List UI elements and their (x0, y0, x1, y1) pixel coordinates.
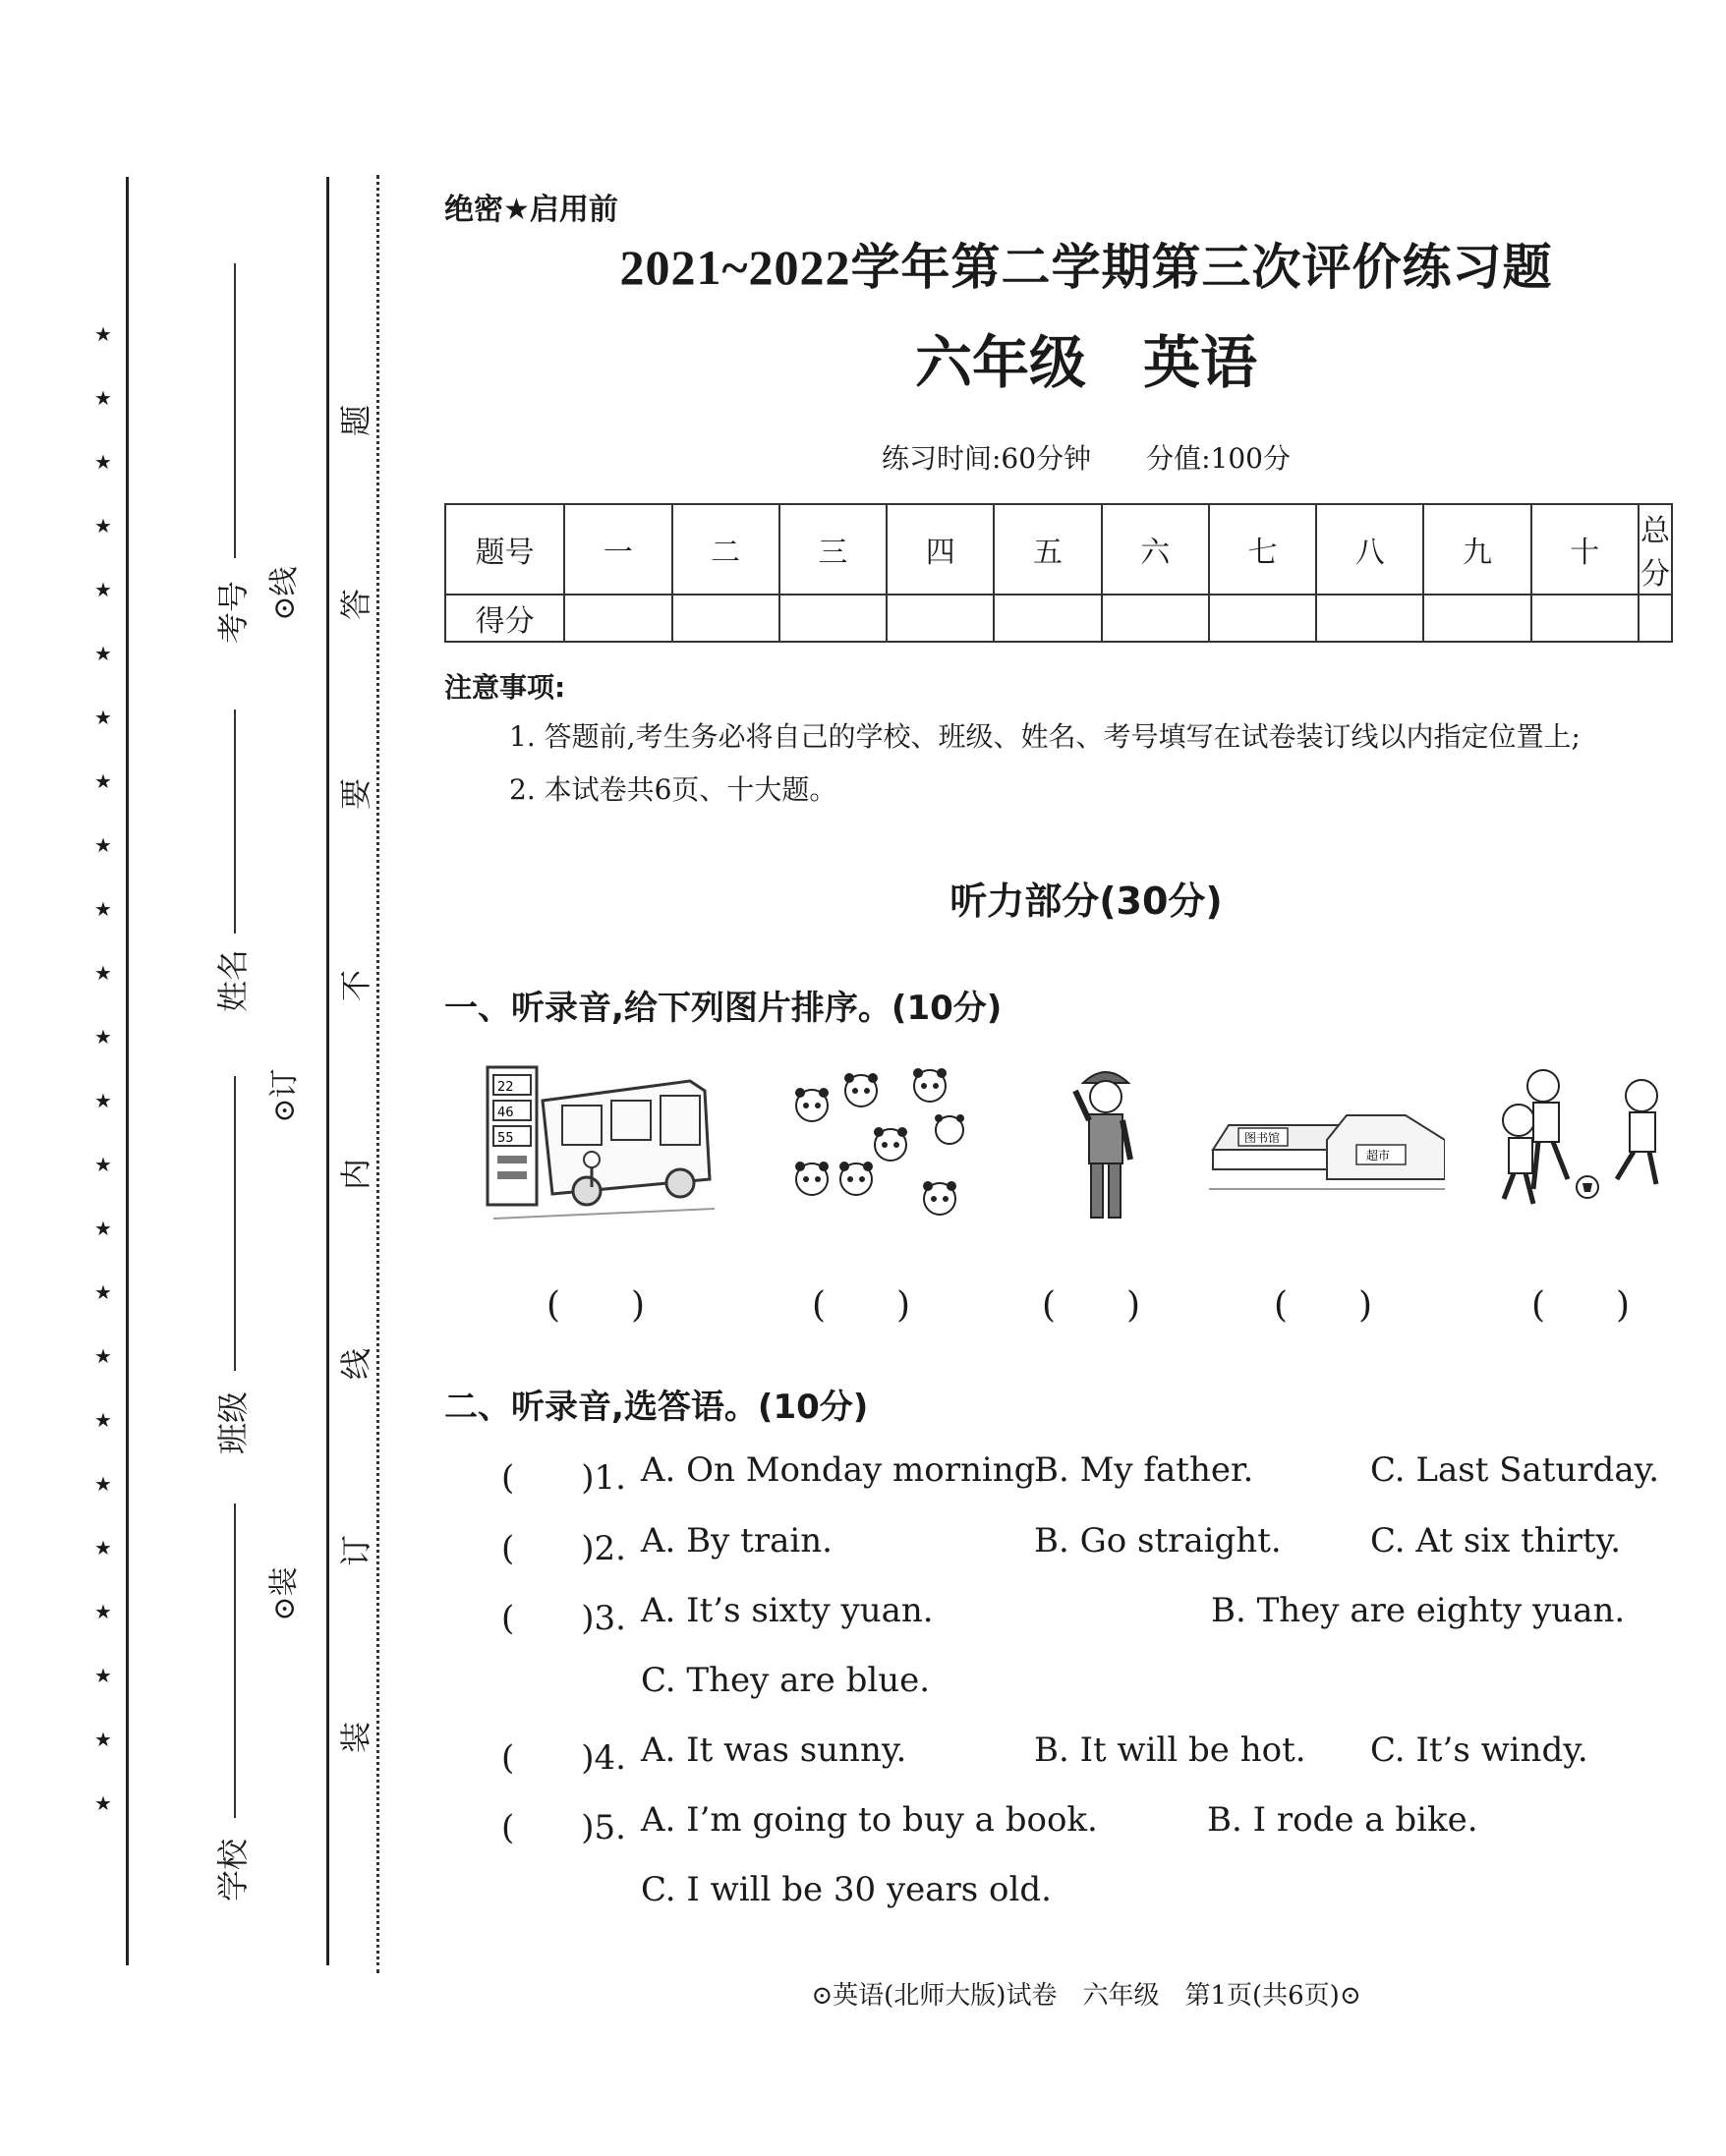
q5-option-a: A. I’m going to buy a book. (641, 1800, 1098, 1840)
q2-paren[interactable]: ( )2. (501, 1529, 626, 1568)
banji-line (234, 1076, 236, 1371)
margin-star: ★ (94, 1664, 112, 1687)
bus-number-2: 46 (497, 1106, 514, 1120)
margin-star: ★ (94, 642, 112, 665)
score-table-header-cell: 一 (564, 504, 671, 595)
q1-option-c: C. Last Saturday. (1370, 1450, 1660, 1490)
library-sign: 图书馆 (1244, 1131, 1281, 1145)
score-cell[interactable] (1316, 595, 1423, 642)
warning-char-7: 订 (337, 1535, 374, 1567)
margin-star: ★ (94, 578, 112, 601)
margin-star: ★ (94, 961, 112, 985)
section-1-title: 一、听录音,给下列图片排序。(10分) (444, 989, 1003, 1028)
kaohao-label: 考号 (214, 581, 252, 645)
children-football-picture (1494, 1061, 1671, 1228)
q3-option-a: A. It’s sixty yuan. (641, 1591, 934, 1630)
margin-star: ★ (94, 1217, 112, 1240)
section-2-title: 二、听录音,选答语。(10分) (444, 1388, 869, 1427)
score-row-label: 得分 (445, 595, 564, 642)
bus-number-3: 55 (497, 1131, 514, 1146)
page-title: 2021~2022学年第二学期第三次评价练习题 (619, 240, 1553, 295)
margin-star: ★ (94, 514, 112, 538)
margin-star: ★ (94, 1280, 112, 1304)
margin-star: ★ (94, 769, 112, 793)
score-label: 分值:100分 (1146, 442, 1291, 475)
score-table-header-row (445, 504, 1672, 595)
secret-label: 绝密★启用前 (444, 193, 618, 227)
time-label: 练习时间:60分钟 (882, 442, 1092, 475)
listening-part-title: 听力部分(30分) (949, 879, 1223, 923)
q4-paren[interactable]: ( )4. (501, 1738, 626, 1778)
margin-star: ★ (94, 1344, 112, 1368)
margin-star: ★ (94, 386, 112, 410)
score-cell[interactable] (1531, 595, 1639, 642)
q5-option-c: C. I will be 30 years old. (641, 1870, 1052, 1909)
q1-option-b: B. My father. (1034, 1450, 1254, 1490)
margin-star: ★ (94, 1600, 112, 1623)
q2-option-a: A. By train. (641, 1521, 833, 1560)
margin-solid-line-right (326, 177, 329, 1965)
score-table-header-cell: 六 (1102, 504, 1209, 595)
bind-mark-zhuang: ⊙装 (267, 1566, 302, 1621)
q4-option-a: A. It was sunny. (641, 1730, 907, 1770)
score-cell[interactable] (1209, 595, 1316, 642)
score-table-header-cell: 题号 (445, 504, 564, 595)
note-1: 1. 答题前,考生务必将自己的学校、班级、姓名、考号填写在试卷装订线以内指定位置上; (509, 720, 1581, 753)
warning-char-3: 要 (337, 778, 374, 811)
q1-paren[interactable]: ( )1. (501, 1458, 626, 1498)
supermarket-sign: 超市 (1366, 1149, 1391, 1163)
xingming-line (234, 709, 236, 934)
bind-mark-ding: ⊙订 (267, 1068, 302, 1123)
margin-star: ★ (94, 1728, 112, 1751)
q1-option-a: A. On Monday morning. (641, 1450, 1047, 1490)
q3-paren[interactable]: ( )3. (501, 1599, 626, 1638)
bus-number-1: 22 (497, 1080, 514, 1095)
score-cell[interactable] (1639, 595, 1672, 642)
score-table-header-cell: 七 (1209, 504, 1316, 595)
margin-star: ★ (94, 1025, 112, 1049)
warning-char-1: 题 (337, 405, 374, 437)
q4-option-b: B. It will be hot. (1034, 1730, 1306, 1770)
margin-star: ★ (94, 1089, 112, 1112)
picture-answer-1[interactable]: ( ) (547, 1285, 646, 1326)
margin-star: ★ (94, 706, 112, 729)
score-cell[interactable] (779, 595, 887, 642)
picture-answer-4[interactable]: ( ) (1274, 1285, 1373, 1326)
score-cell[interactable] (1102, 595, 1209, 642)
score-table-header-cell: 十 (1531, 504, 1639, 595)
notes-heading: 注意事项: (444, 671, 566, 704)
warning-char-4: 不 (337, 970, 374, 1002)
library-supermarket-picture (1209, 1061, 1445, 1228)
q2-option-b: B. Go straight. (1034, 1521, 1282, 1560)
margin-star: ★ (94, 1472, 112, 1496)
warning-char-2: 答 (337, 589, 374, 621)
score-table-header-cell: 总分 (1639, 504, 1672, 595)
warning-char-8: 装 (337, 1722, 374, 1754)
margin-solid-line-left (126, 177, 129, 1965)
margin-star: ★ (94, 322, 112, 346)
margin-star: ★ (94, 1791, 112, 1815)
xingming-label: 姓名 (214, 949, 252, 1013)
page-footer: ⊙英语(北师大版)试卷 六年级 第1页(共6页)⊙ (811, 1981, 1361, 2011)
score-cell[interactable] (1423, 595, 1530, 642)
warning-char-5: 内 (337, 1159, 374, 1191)
picture-answer-3[interactable]: ( ) (1042, 1285, 1141, 1326)
margin-star: ★ (94, 450, 112, 474)
score-table-header-cell: 二 (672, 504, 779, 595)
q3-option-c: C. They are blue. (641, 1661, 931, 1700)
banji-label: 班级 (214, 1391, 252, 1455)
margin-star: ★ (94, 897, 112, 921)
margin-star: ★ (94, 1408, 112, 1432)
score-table-header-cell: 三 (779, 504, 887, 595)
pandas-picture (782, 1061, 979, 1228)
picture-answer-5[interactable]: ( ) (1531, 1285, 1631, 1326)
page-subtitle: 六年级 英语 (914, 331, 1257, 395)
margin-star: ★ (94, 1536, 112, 1560)
police-officer-picture (1062, 1061, 1150, 1228)
picture-answer-2[interactable]: ( ) (812, 1285, 911, 1326)
score-cell[interactable] (672, 595, 779, 642)
bind-mark-xian: ⊙线 (267, 566, 302, 621)
time-info (442, 437, 1726, 477)
margin-dotted-line (376, 175, 379, 1973)
score-table-header-cell: 五 (994, 504, 1101, 595)
score-table (444, 503, 1673, 643)
score-table-header-cell: 九 (1423, 504, 1530, 595)
score-table-header-cell: 八 (1316, 504, 1423, 595)
q4-option-c: C. It’s windy. (1370, 1730, 1588, 1770)
score-table-header-cell: 四 (887, 504, 994, 595)
score-cell[interactable] (994, 595, 1101, 642)
score-table-score-row (445, 595, 1672, 642)
warning-char-6: 线 (337, 1348, 374, 1381)
score-cell[interactable] (887, 595, 994, 642)
score-cell[interactable] (564, 595, 671, 642)
xuexiao-line (234, 1504, 236, 1818)
xuexiao-label: 学校 (214, 1839, 252, 1902)
q5-option-b: B. I rode a bike. (1207, 1800, 1478, 1840)
note-2: 2. 本试卷共6页、十大题。 (509, 773, 837, 806)
q3-option-b: B. They are eighty yuan. (1211, 1591, 1626, 1630)
bus-stop-picture (484, 1061, 719, 1228)
margin-star: ★ (94, 1153, 112, 1176)
q5-paren[interactable]: ( )5. (501, 1808, 626, 1847)
kaohao-line (234, 263, 236, 558)
margin-star: ★ (94, 833, 112, 857)
q2-option-c: C. At six thirty. (1370, 1521, 1621, 1560)
